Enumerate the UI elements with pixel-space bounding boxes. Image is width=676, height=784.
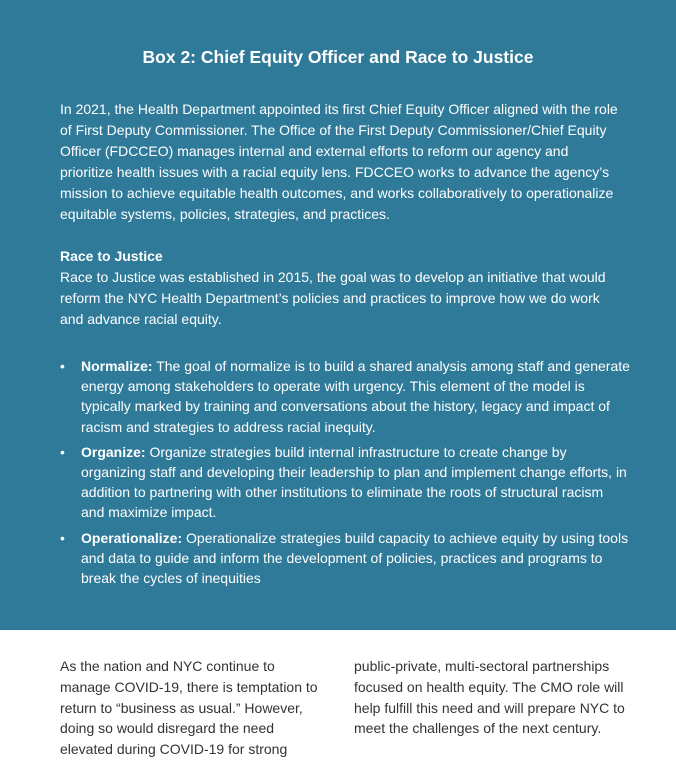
intro-paragraph: In 2021, the Health Department appointed its first Chief Equity Officer aligned with the role of First Deputy Commissioner. The Office of the First Deputy Commissioner/Chief Equity Officer (FDCCEO) manages internal and external efforts to reform our agency and prioritize health issues with a racial equity lens. FDCCEO works to advance the agency’s mission to achieve equitable health outcomes, and works collaboratively to operationalize equitable systems, policies, strategies, and practices. <box>60 101 618 222</box>
bullet-text: Operationalize strategies build capacity to achieve equity by using tools and data to guide and inform the development of policies, practices and programs to break the cycles of inequities <box>81 529 629 587</box>
bullet-term: Organize: <box>81 443 146 460</box>
list-item-operationalize <box>60 528 630 589</box>
bullet-icon: • <box>60 443 65 460</box>
list-item-organize <box>60 442 630 523</box>
race-to-justice-heading: Race to Justice <box>60 248 163 264</box>
body-column-right: public-private, multi-sectoral partnerships focused on health equity. The CMO role will help fulfill this need and will prepare NYC to meet the challenges of the next century. <box>354 658 625 737</box>
race-to-justice-paragraph: Race to Justice was established in 2015, the goal was to develop an initiative that would reform the NYC Health Department’s policies and practices to improve how we do work and advance racial equity. <box>60 269 606 327</box>
bullet-text: The goal of normalize is to build a shared analysis among staff and generate energy among stakeholders to operate with urgency. This element of the model is typically marked by training and conversations about the history, legacy and impact of racism and strategies to address racial inequity. <box>81 358 630 435</box>
body-column-left: As the nation and NYC continue to manage COVID-19, there is temptation to return to “business as usual.” However, doing so would disregard the need elevated during COVID-19 for strong <box>60 658 318 758</box>
list-item-normalize <box>60 356 630 437</box>
bullet-icon: • <box>60 529 65 546</box>
strategy-list <box>60 356 630 593</box>
bullet-text: Organize strategies build internal infrastructure to create change by organizing staff and developing their leadership to plan and implement change efforts, in addition to partnering with other institutions to eliminate the roots of structural racism and maximize impact. <box>81 443 627 521</box>
bullet-term: Operationalize: <box>81 529 183 546</box>
box-title: Box 2: Chief Equity Officer and Race to Justice <box>142 47 534 67</box>
bullet-icon: • <box>60 358 65 374</box>
bullet-term: Normalize: <box>81 358 153 374</box>
